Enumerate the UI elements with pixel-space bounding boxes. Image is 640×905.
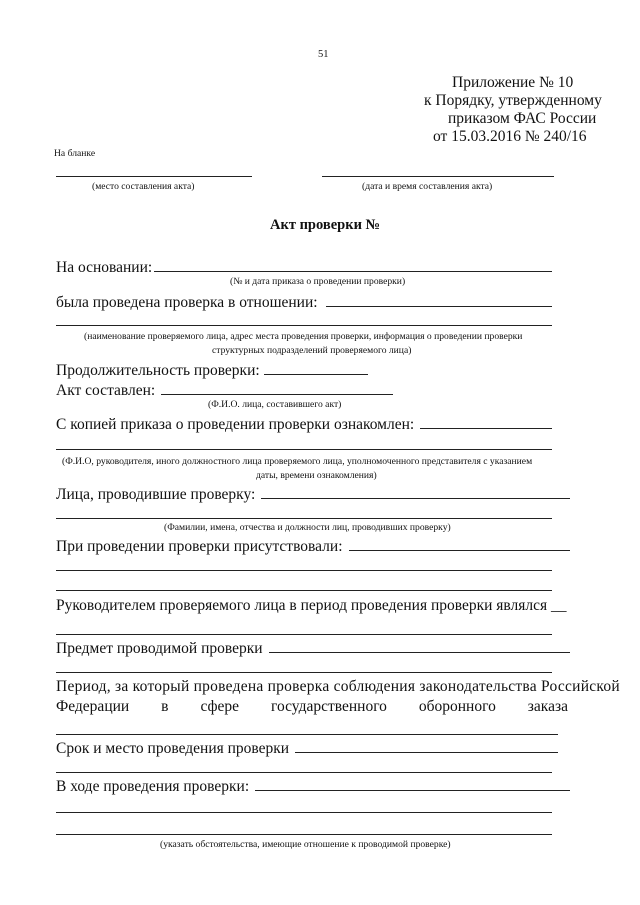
period-word: государственного xyxy=(271,698,387,715)
basis-caption: (№ и дата приказа о проведении проверки) xyxy=(230,276,406,287)
present-line xyxy=(349,536,570,551)
duration-line xyxy=(264,360,368,375)
head-label: Руководителем проверяемого лица в период проведения проверки являлся __ xyxy=(56,597,567,614)
period-line-2 xyxy=(56,698,568,716)
term-row xyxy=(56,738,558,758)
on-blank-label: На бланке xyxy=(54,148,96,159)
inspectors-label: Лица, проводившие проверку: xyxy=(56,486,256,503)
inspectors-line xyxy=(261,484,570,499)
present-label: При проведении проверки присутствовали: xyxy=(56,538,343,555)
course-row xyxy=(56,776,570,796)
subject-caption-2: структурных подразделений проверяемого лица) xyxy=(212,345,412,356)
course-label: В ходе проведения проверки: xyxy=(56,778,250,795)
inspectors-row xyxy=(56,484,570,504)
place-caption: (место составления акта) xyxy=(92,181,195,192)
period-word: заказа xyxy=(527,698,568,715)
copy-line-2 xyxy=(56,449,552,450)
course-line xyxy=(255,776,570,791)
subject-caption-1: (наименование проверяемого лица, адрес места проведения проверки, информация о проведении проверки xyxy=(84,331,523,342)
copy-label: С копией приказа о проведении проверки ознакомлен: xyxy=(56,416,415,433)
present-row xyxy=(56,536,570,556)
compiled-line xyxy=(161,380,393,395)
copy-row xyxy=(56,414,552,434)
topic-row xyxy=(56,638,570,658)
compiled-caption: (Ф.И.О. лица, составившего акт) xyxy=(208,399,342,410)
course-line-3 xyxy=(56,834,552,835)
present-line-3 xyxy=(56,590,552,591)
topic-line xyxy=(269,638,570,653)
term-line-2 xyxy=(56,772,552,773)
page-number: 51 xyxy=(318,49,329,60)
subject-row xyxy=(56,292,552,312)
subject-line xyxy=(326,292,552,307)
term-line xyxy=(295,738,558,753)
present-line-2 xyxy=(56,570,552,571)
period-word: сфере xyxy=(200,698,240,715)
topic-line-2 xyxy=(56,672,552,673)
inspectors-line-2 xyxy=(56,518,552,519)
basis-line xyxy=(154,257,552,272)
head-line xyxy=(56,634,552,635)
period-word: в xyxy=(161,698,169,715)
copy-caption-2: даты, времени ознакомления) xyxy=(256,470,377,481)
course-line-2 xyxy=(56,812,552,813)
compiled-label: Акт составлен: xyxy=(56,382,156,399)
document-title: Акт проверки № xyxy=(270,217,381,233)
term-label: Срок и место проведения проверки xyxy=(56,740,290,757)
period-line-1: Период, за который проведена проверка соблюдения законодательства Российской xyxy=(56,678,620,695)
date-caption: (дата и время составления акта) xyxy=(362,181,493,192)
period-word: Федерации xyxy=(56,698,130,715)
appendix-line-1: Приложение № 10 xyxy=(452,74,574,91)
appendix-line-2: к Порядку, утвержденному xyxy=(424,92,602,109)
period-line xyxy=(56,734,558,735)
subject-line-2 xyxy=(56,325,552,326)
course-caption: (указать обстоятельства, имеющие отношение к проводимой проверке) xyxy=(160,839,451,850)
subject-label: была проведена проверка в отношении: xyxy=(56,294,318,311)
copy-line xyxy=(420,414,552,429)
appendix-line-3: приказом ФАС России xyxy=(448,110,597,127)
place-line xyxy=(56,176,252,177)
copy-caption-1: (Ф.И.О, руководителя, иного должностного лица проверяемого лица, уполномоченного представителя с указанием xyxy=(62,456,533,467)
period-word: оборонного xyxy=(418,698,496,715)
compiled-row xyxy=(56,380,393,400)
duration-label: Продолжительность проверки: xyxy=(56,362,260,379)
date-line xyxy=(322,176,554,177)
topic-label: Предмет проводимой проверки xyxy=(56,640,263,657)
basis-row xyxy=(56,257,552,277)
appendix-line-4: от 15.03.2016 № 240/16 xyxy=(433,128,587,145)
duration-row xyxy=(56,360,368,380)
inspectors-caption: (Фамилии, имена, отчества и должности лиц, проводивших проверку) xyxy=(164,522,451,533)
basis-label: На основании: xyxy=(56,259,153,276)
